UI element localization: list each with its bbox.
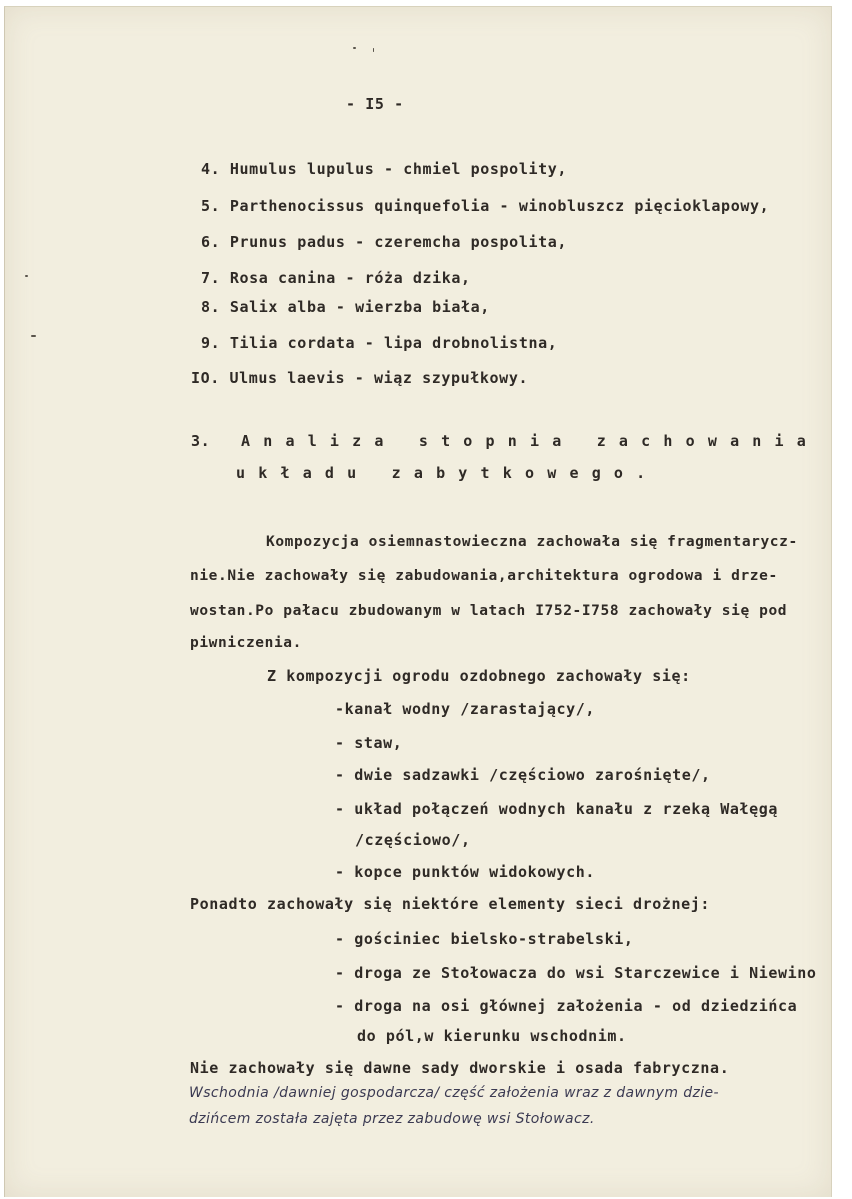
document-page	[4, 6, 832, 1197]
margin-speck	[31, 335, 36, 337]
paragraph-line: nie.Nie zachowały się zabudowania,architektura ogrodowa i drze-	[190, 568, 778, 584]
handwritten-note-line: Wschodnia /dawniej gospodarcza/ część założenia wraz z dawnym dzie-	[189, 1085, 720, 1101]
species-item: 4. Humulus lupulus - chmiel pospolity,	[201, 160, 567, 178]
garden-item: - układ połączeń wodnych kanału z rzeką Wałęgą	[335, 800, 779, 818]
page-number: - I5 -	[346, 95, 404, 113]
handwritten-note-line: dzińcem została zajęta przez zabudowę wsi Stołowacz.	[189, 1111, 595, 1127]
garden-item: - kopce punktów widokowych.	[335, 863, 596, 881]
section-number: 3.	[191, 432, 211, 450]
paragraph-line: piwniczenia.	[190, 635, 302, 651]
species-item: 9. Tilia cordata - lipa drobnolistna,	[201, 334, 558, 352]
road-item: - droga na osi głównej założenia - od dziedzińca	[335, 997, 798, 1015]
species-item: 8. Salix alba - wierzba biała,	[201, 298, 490, 316]
paragraph-line: Kompozycja osiemnastowieczna zachowała się fragmentarycz-	[266, 534, 798, 550]
garden-item: -kanał wodny /zarastający/,	[335, 700, 596, 718]
garden-intro: Z kompozycji ogrodu ozdobnego zachowały się:	[267, 667, 691, 685]
section-heading-line2: układu zabytkowego.	[236, 464, 659, 482]
road-item: do pól,w kierunku wschodnim.	[357, 1027, 627, 1045]
road-item: - droga ze Stołowacza do wsi Starczewice i Niewino	[335, 964, 817, 982]
garden-item: - staw,	[335, 734, 403, 752]
species-item: IO. Ulmus laevis - wiąz szypułkowy.	[191, 369, 529, 387]
paragraph-line: wostan.Po pałacu zbudowanym w latach I752-I758 zachowały się pod	[190, 603, 788, 619]
species-item: 6. Prunus padus - czeremcha pospolita,	[201, 233, 567, 251]
section-heading-line1: Analiza stopnia zachowania	[241, 432, 819, 450]
margin-speck	[25, 275, 28, 277]
garden-item: - dwie sadzawki /częściowo zarośnięte/,	[335, 766, 711, 784]
species-item: 7. Rosa canina - róża dzika,	[201, 269, 471, 287]
paper-speck	[373, 48, 374, 52]
final-statement: Nie zachowały się dawne sady dworskie i osada fabryczna.	[190, 1059, 730, 1077]
paper-speck	[353, 47, 356, 49]
species-item: 5. Parthenocissus quinquefolia - winobluszcz pięcioklapowy,	[201, 197, 770, 215]
roads-intro: Ponadto zachowały się niektóre elementy sieci drożnej:	[190, 895, 711, 913]
road-item: - gościniec bielsko-strabelski,	[335, 930, 634, 948]
garden-item: /częściowo/,	[355, 831, 471, 849]
